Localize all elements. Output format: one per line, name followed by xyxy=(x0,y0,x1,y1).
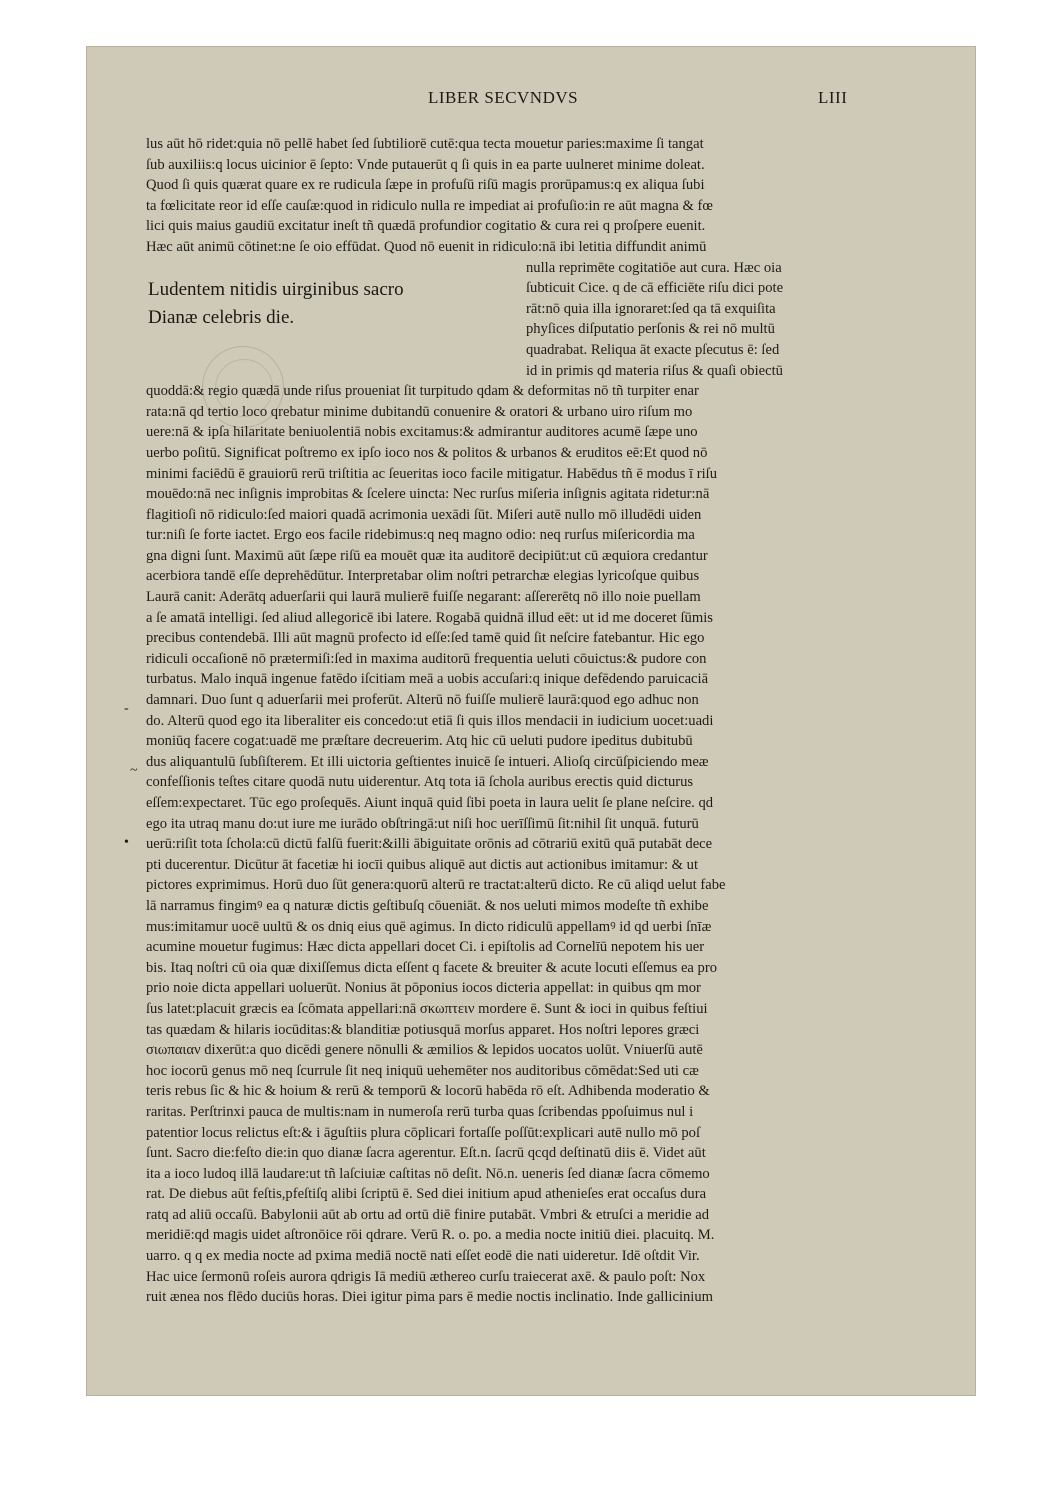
text-line: gna digni ſunt. Maximū aūt ſæpe riſū ea mouēt quæ ita auditorē decipiūt:ut cū æquiora credantur xyxy=(146,547,708,564)
text-line: uere:nā & ipſa hilaritate beniuolentiā nobis excitamus:& admirantur auditores acumē ſæpe uno xyxy=(146,424,698,441)
text-line: prio noie dicta appellari uoluerūt. Nonius āt pōponius iocos dicteria appellat: in quibus qm mor xyxy=(146,980,701,997)
text-line: rāt:nō quia illa ignoraret:ſed qa tā exquiſita xyxy=(526,300,776,317)
lemma-line-2: Dianæ celebris die. xyxy=(148,307,295,328)
page-header xyxy=(86,88,976,110)
text-line: a ſe amatā intelligi. ſed aliud allegoricē ibi latere. Rogabā quidnā illud eēt: ut id me doceret ſūmis xyxy=(146,609,713,626)
text-line: σιωπαιαν dixerūt:a quo dicēdi genere nōnulli & æmilios & lepidos uocatos uolūt. Vniuerſū autē xyxy=(146,1042,703,1059)
text-line: id in primis qd materia riſus & quaſi obiectū xyxy=(526,362,783,379)
text-line: uerbo poſitū. Significat poſtremo ex ipſo ioco nos & politos & urbanos & eruditos eē:Et quod nō xyxy=(146,444,708,461)
text-line: flagitioſi nō ridiculo:ſed maiori quadā acrimonia uexādi ſūt. Miſeri autē nullo mō illudēdi uiden xyxy=(146,506,702,523)
text-line: rat. De diebus aūt feſtis,pfeſtiſq alibi ſcriptū ē. Sed diei initium apud athenieſes erat occaſus dura xyxy=(146,1186,707,1203)
text-line: Hæc aūt animū cōtinet:ne ſe oio effūdat. Quod nō euenit in ridiculo:nā ibi letitia diffundit animū xyxy=(146,238,707,255)
text-line: ego ita utraq manu do:ut iure me iurādo obſtringā:ut niſi hoc uerīſſimū ſit:nihil ſit unquā. futurū xyxy=(146,815,699,832)
lemma-line-1: Ludentem nitidis uirginibus sacro xyxy=(148,279,404,300)
text-line: minimi faciēdū ē grauiorū rerū triſtitia ac ſeueritas ioco facile mitigatur. Habēdus tñ ē modus ī riſu xyxy=(146,465,718,482)
margin-bracket-mark: ~ xyxy=(130,763,138,778)
text-line: pictores exprimimus. Horū duo ſūt genera:quorū alterū re tractat:alterū dicto. Re cū aliqd uelut fabe xyxy=(146,877,726,894)
margin-dash-mark: - xyxy=(124,701,129,716)
text-line: tas quædam & hilaris iocūditas:& blanditiæ potiusquā morſus apparet. Hos noſtri lepores græci xyxy=(146,1021,700,1038)
text-line: dus aliquantulū ſubſiſterem. Et illi uictoria geſtientes inuicē ſe intueri. Alioſq circūſpiciendo meæ xyxy=(146,753,709,770)
text-line: raritas. Perſtrinxi pauca de multis:nam in numeroſa rerū turba quas ſcribendas ppoſuimus nul i xyxy=(146,1103,694,1120)
text-line: nulla reprimēte cogitatiōe aut cura. Hæc oia xyxy=(526,259,782,276)
text-line: mus:imitamur uocē uultū & os dniq eius quē agimus. In dicto ridiculū appellamꝰ id qd uerbi ſnīæ xyxy=(146,918,712,935)
folio-number: LIII xyxy=(818,88,848,107)
text-line: ſubticuit Cice. q de cā efficiēte riſu dici pote xyxy=(526,280,784,297)
text-line: pti ducerentur. Dicūtur āt facetiæ hi iocīi quibus aliquē aut dictis aut actionibus imitamur: & ut xyxy=(146,856,699,873)
text-line: Quod ſi quis quærat quare ex re rudicula ſæpe in profuſū riſū magis prorūpamus:q ex aliqua ſubi xyxy=(146,177,705,194)
text-line: ruit ænea nos flēdo duciūs horas. Diei igitur pima pars ē medie noctis inclinatio. Inde gallicinium xyxy=(146,1289,713,1306)
text-line: quoddā:& regio quædā unde riſus proueniat ſit turpitudo qdam & deformitas nō tñ turpiter enar xyxy=(146,383,699,400)
text-line: uerū:riſit tota ſchola:cū dictū falſū fuerit:&illi ābiguitate orōnis ad cōtrariū exitū quā putabāt dece xyxy=(146,836,713,853)
text-line: acerbiora tandē eſſe deprehēdūtur. Interpretabar olim noſtri petrarchæ elegias lyricoſque quibus xyxy=(146,568,700,585)
text-line: ridiculi occaſionē nō prætermiſi:ſed in maxima auditorū frequentia ueluti cōuictus:& pudore con xyxy=(146,650,707,667)
text-line: lici quis maius gaudiū excitatur ineſt tñ quædā profundior cogitatio & cura rei q proſpere euenit. xyxy=(146,218,706,235)
text-line: ſunt. Sacro die:feſto die:in quo dianæ ſacra agerentur. Eſt.n. ſacrū qcqd deſtinatū diis ē. Videt aūt xyxy=(146,1145,706,1162)
text-line: confeſſionis teſtes citare quodā nutu uiderentur. Atq tota iā ſchola auribus erectis quid dicturus xyxy=(146,774,694,791)
text-line: hoc iocorū genus mō neq ſcurrule ſit neq iniquū uehemēter nos auditoribus cōmēdat:Sed uti cæ xyxy=(146,1062,699,1079)
text-line: quadrabat. Reliqua āt exacte pſecutus ē: ſed xyxy=(526,341,780,358)
text-line: ratq ad aliū occaſū. Babylonii aūt ab ortu ad ortū diē finire putabāt. Vmbri & etruſci a meridie ad xyxy=(146,1206,710,1223)
text-line: moniūq facere cogat:uadē me præſtare decreuerim. Atq hic cū ueluti pudore ipeditus dubitubū xyxy=(146,733,693,750)
text-line: lā narramus fingimꝰ ea q naturæ dictis geſtibuſq cōueniāt. & nos ueluti mimos modeſte tñ exhibe xyxy=(146,897,709,914)
text-line: patentior locus relictus eſt:& i āguſtiis plura cōplicari fortaſſe poſſūt:explicari autē nullo mō poſ xyxy=(146,1124,701,1141)
manuscript-page xyxy=(86,46,976,1396)
text-line: bis. Itaq noſtri cū oia quæ dixiſſemus dicta eſſent q facete & breuiter & acute locuti eſſemus ea pro xyxy=(146,959,718,976)
text-line: do. Alterū quod ego ita liberaliter eis concedo:ut etiā ſi quis illos mendacii in iudicium uocet:uadi xyxy=(146,712,714,729)
text-line: ſus latet:placuit græcis ea ſcōmata appellari:nā σκωπτειν mordere ē. Sunt & ioci in quibus feſtiui xyxy=(146,1000,708,1017)
text-line: ſub auxiliis:q locus uicinior ē ſepto: Vnde putauerūt q ſi quis in ea parte uulneret minime doleat. xyxy=(146,156,705,173)
commentary-text xyxy=(146,134,886,1308)
text-line: turbatus. Malo inquā ingenue fatēdo iſcitiam meā a uobis accuſari:q inique defēdendo paruicaciā xyxy=(146,671,709,688)
text-line: uarro. q q ex media nocte ad pxima mediā noctē nati eſſet eodē die nati uideretur. Idē oſtdit Vir. xyxy=(146,1248,700,1265)
running-title: LIBER SECVNDVS xyxy=(428,88,579,107)
text-line: acumine mouetur fugimus: Hæc dicta appellari docet Ci. i epiſtolis ad Cornelīū nepotem his uer xyxy=(146,939,705,956)
text-line: damnari. Duo ſunt q aduerſarii mei proferūt. Alterū nō fuiſſe mulierē laurā:quod ego adhuc non xyxy=(146,692,699,709)
text-line: eſſem:expectaret. Tūc ego proſequēs. Aiunt inquā quid ſibi poeta in laura uelit ſe plane neſcire. qd xyxy=(146,795,714,811)
text-line: ta fœlicitate reor id eſſe cauſæ:quod in ridiculo nulla re impediat ai profuſio:in re aūt magna & fœ xyxy=(146,197,713,214)
text-line: ita a ioco ludoq illā laudare:ut tñ laſciuiæ caſtitas nō deſit. Nō.n. ueneris ſed dianæ ſacra cōmemo xyxy=(146,1165,710,1182)
text-line: mouēdo:nā nec inſignis improbitas & ſcelere uincta: Nec rurſus miſeria inſignis agitata ridetur:nā xyxy=(146,486,710,503)
text-line: lus aūt hō ridet:quia nō pellē habet ſed ſubtiliorē cutē:qua tecta mouetur paries:maxime ſi tangat xyxy=(146,136,704,152)
text-line: Laurā canit: Aderātq aduerſarii qui laurā mulierē fuiſſe negarant: aſſererētq nō illo noie puellam xyxy=(146,589,701,606)
text-line: Hac uice ſermonū roſeis aurora qdrigis Iā mediū æthereo curſu traiecerat axē. & paulo poſt: Nox xyxy=(146,1268,706,1285)
text-line: meridiē:qd magis uidet aſtronōice rōi qdrare. Verū R. o. po. a media nocte initiū diei. placuitq. M. xyxy=(146,1227,715,1244)
text-line: phyſices diſputatio perſonis & rei nō multū xyxy=(526,321,775,338)
text-line: precibus contendebā. Illi aūt magnū profecto id eſſe:ſed tamē quid ſit neſcire fatebantur. Hic ego xyxy=(146,630,705,647)
margin-dot-mark: • xyxy=(124,835,129,850)
text-line: rata:nā qd tertio loco qrebatur minime dubitandū conuenire & oratori & urbano uiro riſum mo xyxy=(146,403,693,420)
text-line: tur:niſi ſe forte iactet. Ergo eos facile ridebimus:q neq magno odio: neq rurſus miſericordia ma xyxy=(146,527,695,544)
text-line: teris rebus ſic & hic & hoium & rerū & temporū & locorū habēda rō eſt. Adhibenda moderatio & xyxy=(146,1083,710,1100)
